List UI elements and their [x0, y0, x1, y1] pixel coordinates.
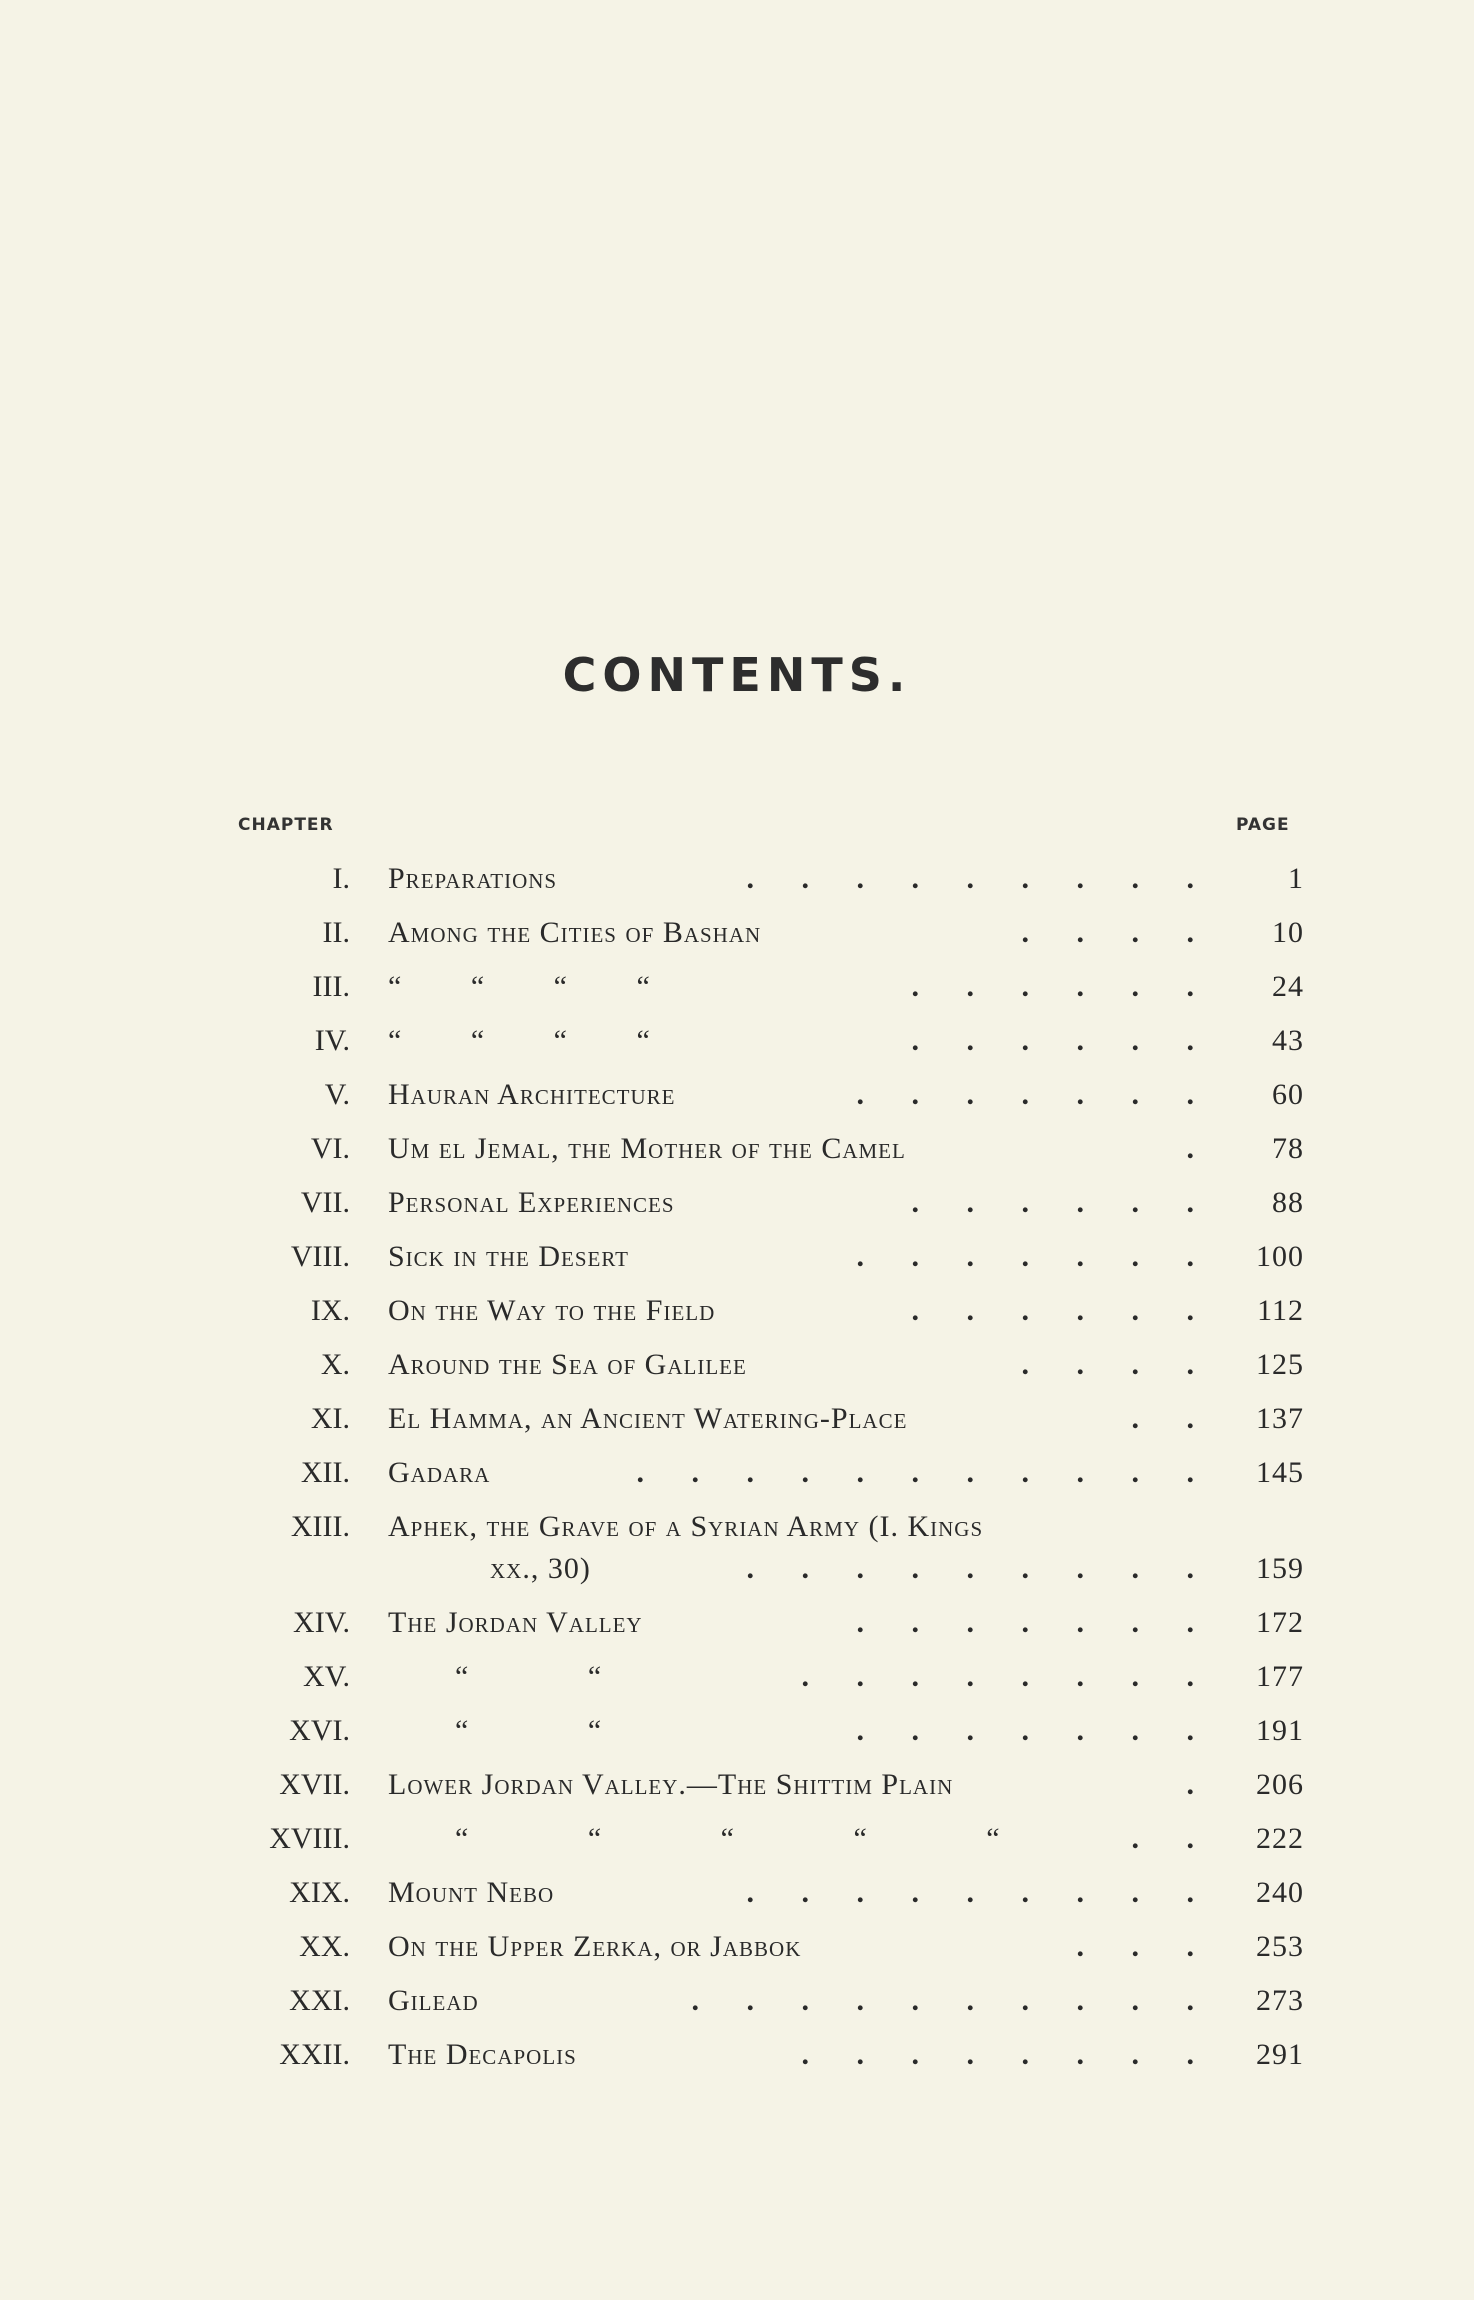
page-number: 291 — [1256, 2038, 1304, 2071]
chapter-title: El Hamma, an Ancient Watering-Place — [388, 1402, 908, 1435]
leader-dots: . . . . . . . . — [801, 2038, 1214, 2071]
page-column-label: PAGE — [1236, 815, 1290, 835]
page-number: 43 — [1272, 1024, 1304, 1057]
leader-dots: . . . . . . . . — [801, 1660, 1214, 1693]
leader-dots: . . . . — [1021, 1348, 1214, 1381]
chapter-number: VI. — [310, 1132, 350, 1165]
chapter-number: I. — [332, 862, 350, 895]
toc-entry — [0, 1017, 1474, 1065]
chapter-number: XIV. — [293, 1606, 350, 1639]
chapter-title: On the Upper Zerka, or Jabbok — [388, 1930, 802, 1963]
chapter-title: Around the Sea of Galilee — [388, 1348, 747, 1381]
toc-entry — [0, 1599, 1474, 1647]
page-number: 10 — [1272, 916, 1304, 949]
page-number: 78 — [1272, 1132, 1304, 1165]
toc-entry — [0, 1923, 1474, 1971]
toc-entry — [0, 1179, 1474, 1227]
leader-dots: . . . . . . — [911, 1186, 1214, 1219]
toc-entry — [0, 1653, 1474, 1701]
page-number: 112 — [1257, 1294, 1304, 1327]
toc-entry — [0, 1815, 1474, 1863]
chapter-number: VII. — [300, 1186, 350, 1219]
chapter-number: XXI. — [289, 1984, 350, 2017]
toc-entry — [0, 1233, 1474, 1281]
toc-entry — [0, 2031, 1474, 2079]
leader-dots: . . . . . . — [911, 1024, 1214, 1057]
toc-entry — [0, 1545, 1474, 1593]
chapter-number: II. — [322, 916, 350, 949]
chapter-number: XV. — [303, 1660, 350, 1693]
chapter-title: Hauran Architecture — [388, 1078, 676, 1111]
toc-entry — [0, 1761, 1474, 1809]
chapter-number: III. — [312, 970, 350, 1003]
chapter-title: “ “ “ “ — [388, 1024, 651, 1057]
page-number: 125 — [1256, 1348, 1304, 1381]
chapter-title: Lower Jordan Valley.—The Shittim Plain — [388, 1768, 954, 1801]
chapter-title: Um el Jemal, the Mother of the Camel — [388, 1132, 906, 1165]
chapter-number: XIX. — [289, 1876, 350, 1909]
toc-entry — [0, 1977, 1474, 2025]
page-number: 1 — [1288, 862, 1304, 895]
leader-dots: . . . . . . . — [856, 1606, 1214, 1639]
chapter-title: Aphek, the Grave of a Syrian Army (I. Kings — [388, 1510, 984, 1543]
page-number: 177 — [1256, 1660, 1304, 1693]
chapter-number: XIII. — [290, 1510, 350, 1543]
toc-entry — [0, 1071, 1474, 1119]
page-number: 60 — [1272, 1078, 1304, 1111]
leader-dots: . . . . . . . — [856, 1240, 1214, 1273]
page-number: 273 — [1256, 1984, 1304, 2017]
page-number: 159 — [1256, 1552, 1304, 1585]
page-number: 206 — [1256, 1768, 1304, 1801]
page-number: 145 — [1256, 1456, 1304, 1489]
leader-dots: . . . . — [1021, 916, 1214, 949]
chapter-number: XI. — [310, 1402, 350, 1435]
chapter-number: V. — [324, 1078, 350, 1111]
toc-entry — [0, 1869, 1474, 1917]
chapter-number: XVI. — [289, 1714, 350, 1747]
leader-dots: . . . . . . . . . — [746, 1876, 1214, 1909]
chapter-number: IV. — [314, 1024, 350, 1057]
chapter-title: Gilead — [388, 1984, 479, 2017]
chapter-title: Preparations — [388, 862, 558, 895]
chapter-title: Among the Cities of Bashan — [388, 916, 762, 949]
chapter-number: XVIII. — [269, 1822, 350, 1855]
chapter-title: “ “ “ “ — [388, 970, 651, 1003]
page-number: 137 — [1256, 1402, 1304, 1435]
chapter-title: Mount Nebo — [388, 1876, 555, 1909]
chapter-title: On the Way to the Field — [388, 1294, 716, 1327]
toc-entry — [0, 1341, 1474, 1389]
chapter-column-label: CHAPTER — [238, 815, 334, 835]
chapter-number: IX. — [310, 1294, 350, 1327]
leader-dots: . . . . . . . — [856, 1078, 1214, 1111]
toc-entry — [0, 1449, 1474, 1497]
page-number: 253 — [1256, 1930, 1304, 1963]
chapter-title: The Decapolis — [388, 2038, 577, 2071]
leader-dots: . . . . . . — [911, 1294, 1214, 1327]
page-number: 172 — [1256, 1606, 1304, 1639]
page-number: 222 — [1256, 1822, 1304, 1855]
chapter-number: XXII. — [279, 2038, 350, 2071]
page-number: 88 — [1272, 1186, 1304, 1219]
chapter-title: The Jordan Valley — [388, 1606, 643, 1639]
leader-dots: . — [1186, 1132, 1214, 1165]
leader-dots: . . . . . . . . . — [746, 1552, 1214, 1585]
leader-dots: . . — [1131, 1822, 1214, 1855]
page-number: 24 — [1272, 970, 1304, 1003]
leader-dots: . . — [1131, 1402, 1214, 1435]
page-number: 100 — [1256, 1240, 1304, 1273]
chapter-number: VIII. — [290, 1240, 350, 1273]
chapter-number: X. — [320, 1348, 350, 1381]
page-number: 191 — [1256, 1714, 1304, 1747]
toc-entry — [0, 1287, 1474, 1335]
chapter-title: xx., 30) — [490, 1552, 591, 1585]
chapter-title: “ “ — [455, 1660, 603, 1693]
toc-entry — [0, 1503, 1474, 1551]
leader-dots: . . . . . . . . . . — [691, 1984, 1214, 2017]
leader-dots: . . . . . . — [911, 970, 1214, 1003]
toc-entry — [0, 1707, 1474, 1755]
chapter-title: Gadara — [388, 1456, 491, 1489]
leader-dots: . — [1186, 1768, 1214, 1801]
chapter-number: XVII. — [279, 1768, 350, 1801]
chapter-number: XX. — [299, 1930, 350, 1963]
leader-dots: . . . . . . . . . — [746, 862, 1214, 895]
leader-dots: . . . . . . . . . . . — [636, 1456, 1214, 1489]
chapter-title: “ “ — [455, 1714, 603, 1747]
page-title: CONTENTS. — [562, 648, 912, 702]
toc-entry — [0, 855, 1474, 903]
toc-entry — [0, 909, 1474, 957]
leader-dots: . . . — [1076, 1930, 1214, 1963]
chapter-title: Personal Experiences — [388, 1186, 675, 1219]
chapter-title: Sick in the Desert — [388, 1240, 629, 1273]
chapter-title: “ “ “ “ “ — [455, 1822, 1001, 1855]
toc-entry — [0, 1395, 1474, 1443]
leader-dots: . . . . . . . — [856, 1714, 1214, 1747]
page-number: 240 — [1256, 1876, 1304, 1909]
toc-entry — [0, 963, 1474, 1011]
chapter-number: XII. — [300, 1456, 350, 1489]
toc-entry — [0, 1125, 1474, 1173]
